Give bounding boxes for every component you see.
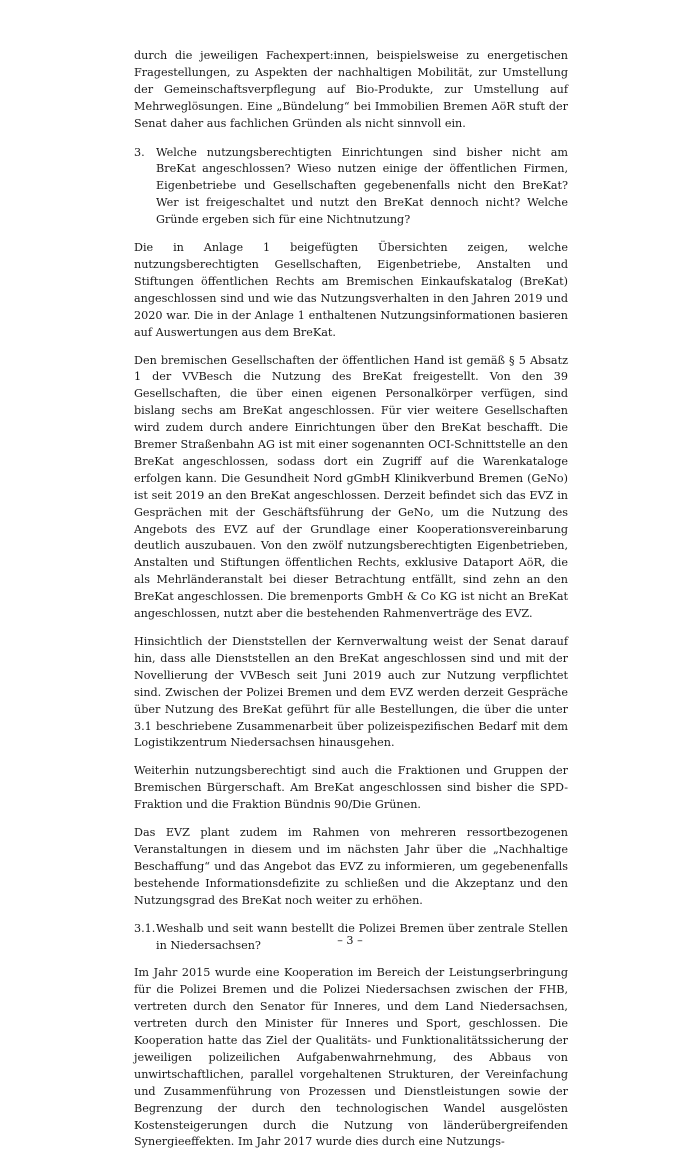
- paragraph-kooperation: Im Jahr 2015 wurde eine Kooperation im Bereich der Leistungserbringung für die Polizei Bremen und die Polizei Niedersachsen zwischen der FHB, vertreten durch den Senator für Inneres, und dem Land Niedersachsen, vertreten durch den Minister für Inneres und Sport, geschlossen. Die Kooperation hatte das Ziel der Qualitäts- und Funktionalitätssicherung der jeweiligen polizeilichen Aufgabenwahrnehmung, des Abbaus von unwirtschaftlichen, parallel vorgehaltenen Strukturen, der Vereinfachung und Zusammenführung von Prozessen und Dienstleistungen sowie der Begrenzung der durch den technologischen Wandel ausgelösten Kostensteigerungen durch die Nutzung von länderübergreifenden Synergieeffekten. Im Jahr 2017 wurde dies durch eine Nutzungs-: [134, 966, 568, 1149]
- question-text: Weshalb und seit wann bestellt die Polizei Bremen über zentrale Stellen in Niedersachsen?: [156, 921, 568, 952]
- paragraph-kernverwaltung: Hinsichtlich der Dienststellen der Kernverwaltung weist der Senat darauf hin, dass alle Dienststellen an den BreKat angeschlossen sind und mit der Novellierung der VVBesch seit Juni 2019 auch zur Nutzung verpflichtet sind. Zwischen der Polizei Bremen und dem EVZ werden derzeit Gespräche über Nutzung des BreKat geführt für alle Bestellungen, die über die unter 3.1 beschriebene Zusammenarbeit über polizeispezifischen Bedarf mit dem Logistikzentrum Niedersachsen hinausgehen.: [134, 635, 568, 750]
- question-3: [134, 145, 568, 230]
- paragraph-evz-veranstaltungen: Das EVZ plant zudem im Rahmen von mehreren ressortbezogenen Veranstaltungen in diesem und im nächsten Jahr über die „Nachhaltige Beschaffung“ und das Angebot das EVZ zu informieren, um gegebenenfalls bestehende Informationsdefizite zu schließen und die Akzeptanz und den Nutzungsgrad des BreKat noch weiter zu erhöhen.: [134, 826, 568, 907]
- paragraph-fraktionen: Weiterhin nutzungsberechtigt sind auch die Fraktionen und Gruppen der Bremischen Bürgerschaft. Am BreKat angeschlossen sind bisher die SPD-Fraktion und die Fraktion Bündnis 90/Die Grünen.: [134, 764, 568, 812]
- question-number: 3.1.: [134, 921, 156, 935]
- question-number: 3.: [134, 145, 145, 159]
- paragraph-gesellschaften: Den bremischen Gesellschaften der öffentlichen Hand ist gemäß § 5 Absatz 1 der VVBesch die Nutzung des BreKat freigestellt. Von den 39 Gesellschaften, die über einen eigenen Personalkörper verfügen, sind bislang sechs am BreKat angeschlossen. Für vier weitere Gesellschaften wird zudem durch andere Einrichtungen über den BreKat beschafft. Die Bremer Straßenbahn AG ist mit einer sogenannten OCI-Schnittstelle an den BreKat angeschlossen, sodass dort ein Zugriff auf die Warenkataloge erfolgen kann. Die Gesundheit Nord gGmbH Klinikverbund Bremen (GeNo) ist seit 2019 an den BreKat angeschlossen. Derzeit befindet sich das EVZ in Gesprächen mit der Geschäftsführung der GeNo, um die Nutzung des Angebots des EVZ auf der Grundlage einer Kooperationsvereinbarung deutlich auszubauen. Von den zwölf nutzungsberechtigten Eigenbetrieben, Anstalten und Stiftungen öffentlichen Rechts, exklusive Dataport AöR, die als Mehrländeranstalt bei dieser Betrachtung entfällt, sind zehn an den BreKat angeschlossen. Die bremenports GmbH & Co KG ist nicht an BreKat angeschlossen, nutzt aber die bestehenden Rahmenverträge des EVZ.: [134, 353, 568, 621]
- document-body: [134, 48, 568, 1162]
- question-text: Welche nutzungsberechtigten Einrichtungen sind bisher nicht am BreKat angeschlossen? Wieso nutzen einige der öffentlichen Firmen, Eigenbetriebe und Gesellschaften gegebenenfalls nicht den BreKat? Wer ist freigeschaltet und nutzt den BreKat dennoch nicht? Welche Gründe ergeben sich für eine Nichtnutzung?: [156, 145, 568, 227]
- paragraph-continuation: durch die jeweiligen Fachexpert:innen, beispielsweise zu energetischen Fragestellungen, zu Aspekten der nachhaltigen Mobilität, zur Umstellung der Gemeinschaftsverpflegung auf Bio-Produkte, zur Umstellung auf Mehrweglösungen. Eine „Bündelung“ bei Immobilien Bremen AöR stuft der Senat daher aus fachlichen Gründen als nicht sinnvoll ein.: [134, 49, 568, 130]
- page-number: – 3 –: [337, 934, 363, 947]
- paragraph-anlage: Die in Anlage 1 beigefügten Übersichten zeigen, welche nutzungsberechtigten Gesellschaften, Eigenbetriebe, Anstalten und Stiftungen öffentlichen Rechts am Bremischen Einkaufskatalog (BreKat) angeschlossen sind und wie das Nutzungsverhalten in den Jahren 2019 und 2020 war. Die in der Anlage 1 enthaltenen Nutzungsinformationen basieren auf Auswertungen aus dem BreKat.: [134, 241, 568, 339]
